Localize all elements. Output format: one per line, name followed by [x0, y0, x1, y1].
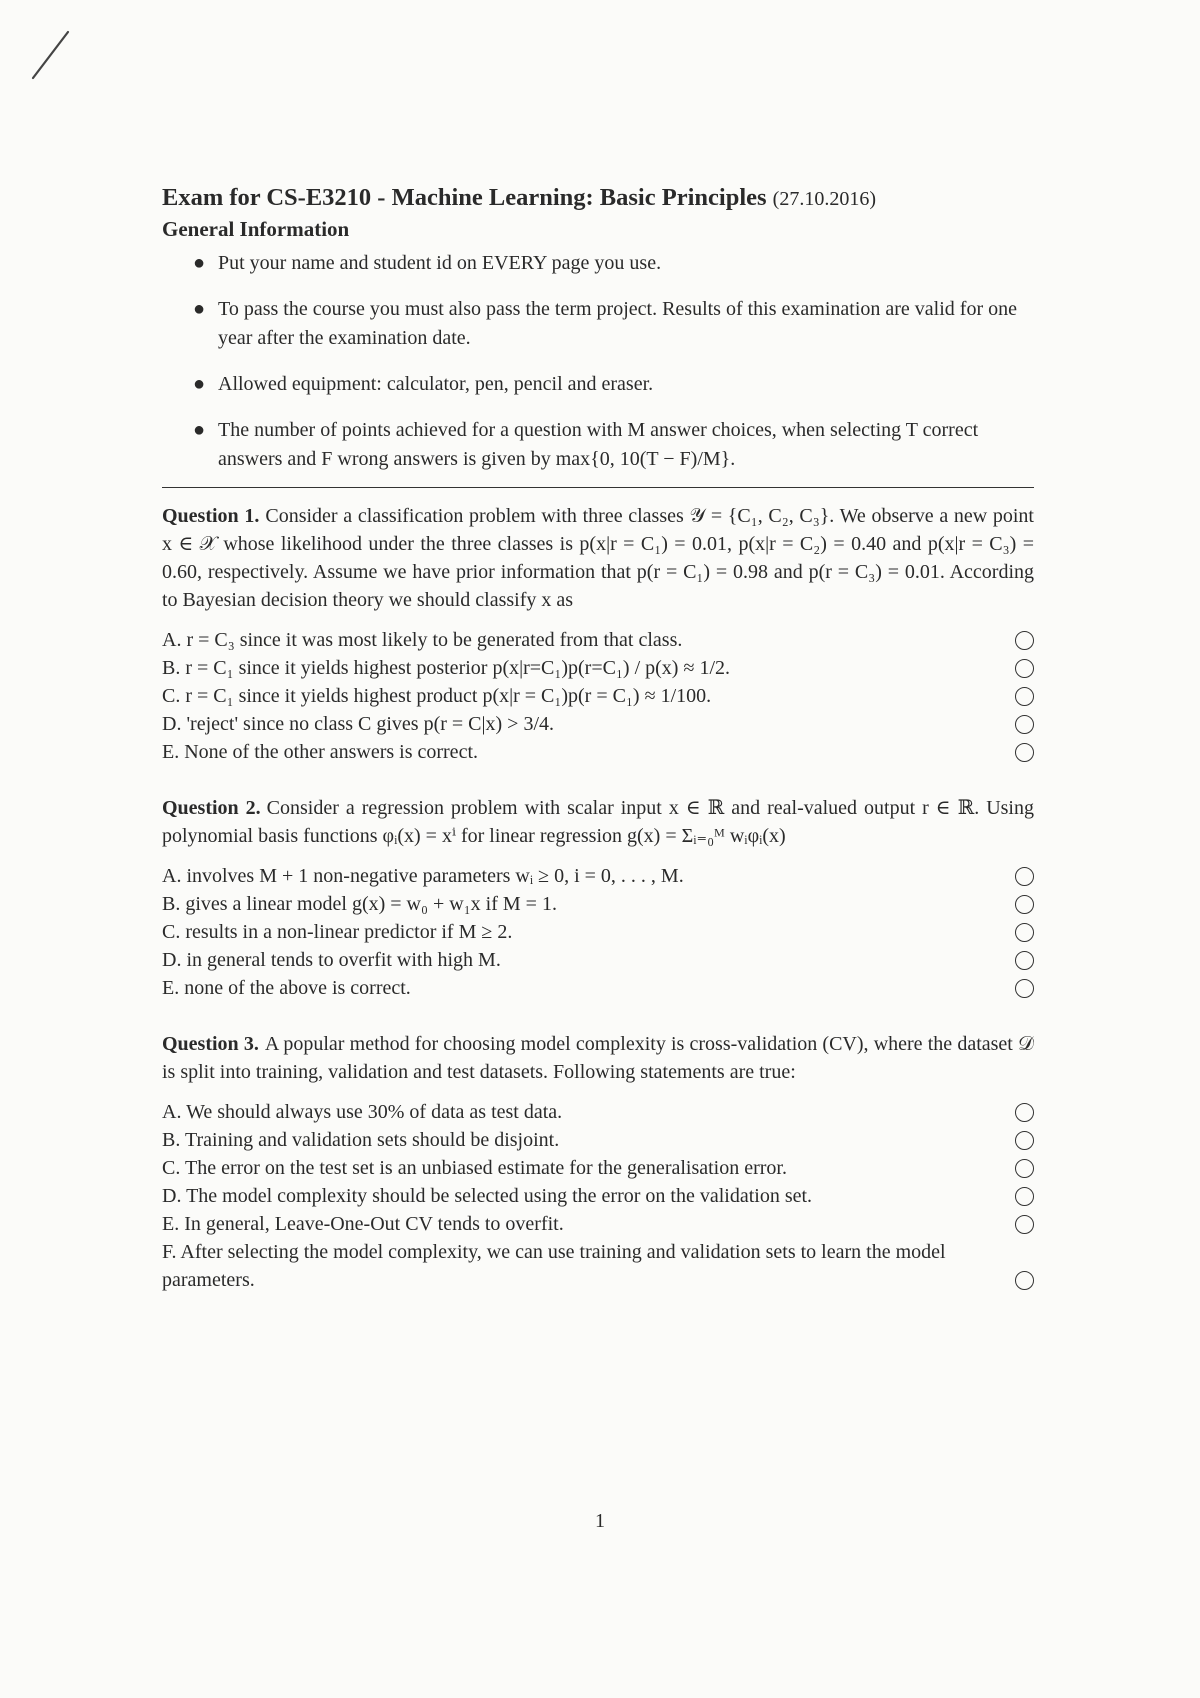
choice-text: D. in general tends to overfit with high M.	[162, 949, 501, 971]
info-item-text: To pass the course you must also pass the term project. Results of this examination are valid for one year after the examination date.	[218, 298, 1017, 349]
question-3	[162, 1030, 1034, 1294]
info-item-text: The number of points achieved for a question with M answer choices, when selecting T correct answers and F wrong answers is given by max{0, 10(T − F)/M}.	[218, 419, 979, 470]
question-1	[162, 502, 1034, 766]
choice-text: D. 'reject' since no class C gives p(r = C|x) > 3/4.	[162, 713, 555, 735]
answer-circle-checkbox[interactable]	[1015, 715, 1034, 734]
question-3-choice-f	[162, 1238, 1034, 1294]
exam-date: (27.10.2016)	[772, 188, 876, 210]
answer-circle-checkbox[interactable]	[1015, 867, 1034, 886]
bullet-icon: ●	[193, 252, 206, 274]
question-1-body: Consider a classification problem with three classes 𝒴 = {C₁, C₂, C₃}. We observe a new point x ∈ 𝒳 whose likelihood under the three classes is p(x|r = C₁) = 0.01, p(x|r = C₂) = 0.40 and p(x|r = C₃) = 0.60, respectively. Assume we have prior information that p(r = C₁) = 0.98 and p(r = C₃) = 0.01. According to Bayesian decision theory we should classify x as	[162, 505, 1034, 611]
choice-text: E. none of the above is correct.	[162, 977, 411, 999]
question-3-choice-e	[162, 1210, 1034, 1238]
answer-circle-checkbox[interactable]	[1015, 979, 1034, 998]
question-1-choice-a	[162, 626, 1034, 654]
choice-text: A. We should always use 30% of data as test data.	[162, 1101, 563, 1123]
choice-text: E. None of the other answers is correct.	[162, 741, 478, 763]
question-3-choice-d	[162, 1182, 1034, 1210]
answer-circle-checkbox[interactable]	[1015, 631, 1034, 650]
answer-circle-checkbox[interactable]	[1015, 743, 1034, 762]
answer-circle-checkbox[interactable]	[1015, 1271, 1034, 1290]
info-item	[162, 295, 1034, 353]
choice-text: E. In general, Leave-One-Out CV tends to overfit.	[162, 1213, 564, 1235]
answer-circle-checkbox[interactable]	[1015, 659, 1034, 678]
page-number: 1	[595, 1510, 605, 1532]
answer-circle-checkbox[interactable]	[1015, 895, 1034, 914]
bullet-icon: ●	[193, 298, 206, 320]
bullet-icon: ●	[193, 419, 206, 441]
exam-page-content	[162, 182, 1034, 1322]
question-3-choice-c	[162, 1154, 1034, 1182]
general-information-list	[162, 249, 1034, 474]
choice-text: B. r = C₁ since it yields highest posterior p(x|r=C₁)p(r=C₁) / p(x) ≈ 1/2.	[162, 657, 730, 679]
choice-text: B. Training and validation sets should be disjoint.	[162, 1129, 560, 1151]
question-3-choice-a	[162, 1098, 1034, 1126]
answer-circle-checkbox[interactable]	[1015, 1103, 1034, 1122]
choice-text: D. The model complexity should be selected using the error on the validation set.	[162, 1185, 813, 1207]
section-divider	[162, 487, 1034, 488]
question-1-choice-b	[162, 654, 1034, 682]
choice-text: F. After selecting the model complexity, we can use training and validation sets to learn the model parameters.	[162, 1241, 946, 1291]
answer-circle-checkbox[interactable]	[1015, 923, 1034, 942]
question-2-choice-c	[162, 918, 1034, 946]
question-3-choice-b	[162, 1126, 1034, 1154]
question-1-choice-d	[162, 710, 1034, 738]
answer-circle-checkbox[interactable]	[1015, 1215, 1034, 1234]
question-2	[162, 794, 1034, 1002]
question-2-text	[162, 794, 1034, 850]
info-item-text: Allowed equipment: calculator, pen, pencil and eraser.	[218, 373, 654, 395]
question-1-choice-e	[162, 738, 1034, 766]
answer-circle-checkbox[interactable]	[1015, 687, 1034, 706]
question-3-text	[162, 1030, 1034, 1086]
info-item	[162, 370, 1034, 399]
question-2-body: Consider a regression problem with scalar input x ∈ ℝ and real-valued output r ∈ ℝ. Using polynomial basis functions φᵢ(x) = xⁱ for linear regression g(x) = Σᵢ₌₀ᴹ wᵢφᵢ(x)	[162, 797, 1034, 847]
answer-circle-checkbox[interactable]	[1015, 951, 1034, 970]
choice-text: A. involves M + 1 non-negative parameters wᵢ ≥ 0, i = 0, . . . , M.	[162, 865, 684, 887]
choice-text: A. r = C₃ since it was most likely to be generated from that class.	[162, 629, 683, 651]
info-item	[162, 249, 1034, 278]
question-2-choice-b	[162, 890, 1034, 918]
choice-text: C. The error on the test set is an unbiased estimate for the generalisation error.	[162, 1157, 787, 1179]
choice-text: C. results in a non-linear predictor if M ≥ 2.	[162, 921, 513, 943]
question-2-label: Question 2.	[162, 797, 261, 819]
question-3-label: Question 3.	[162, 1033, 259, 1055]
choice-text: B. gives a linear model g(x) = w₀ + w₁x if M = 1.	[162, 893, 557, 915]
answer-circle-checkbox[interactable]	[1015, 1131, 1034, 1150]
question-1-label: Question 1.	[162, 505, 260, 527]
info-item	[162, 416, 1034, 474]
answer-circle-checkbox[interactable]	[1015, 1159, 1034, 1178]
question-2-choice-a	[162, 862, 1034, 890]
choice-text: C. r = C₁ since it yields highest product p(x|r = C₁)p(r = C₁) ≈ 1/100.	[162, 685, 712, 707]
pen-stroke-mark	[28, 28, 78, 84]
general-information-heading: General Information	[162, 217, 350, 241]
question-1-choice-c	[162, 682, 1034, 710]
question-2-choice-e	[162, 974, 1034, 1002]
exam-title-line	[162, 182, 1034, 215]
question-3-body: A popular method for choosing model complexity is cross-validation (CV), where the dataset 𝒟 is split into training, validation and test datasets. Following statements are true:	[162, 1033, 1034, 1083]
answer-circle-checkbox[interactable]	[1015, 1187, 1034, 1206]
question-1-text	[162, 502, 1034, 614]
exam-title: Exam for CS-E3210 - Machine Learning: Basic Principles	[162, 184, 767, 211]
info-item-text: Put your name and student id on EVERY page you use.	[218, 252, 662, 274]
bullet-icon: ●	[193, 373, 206, 395]
question-2-choice-d	[162, 946, 1034, 974]
